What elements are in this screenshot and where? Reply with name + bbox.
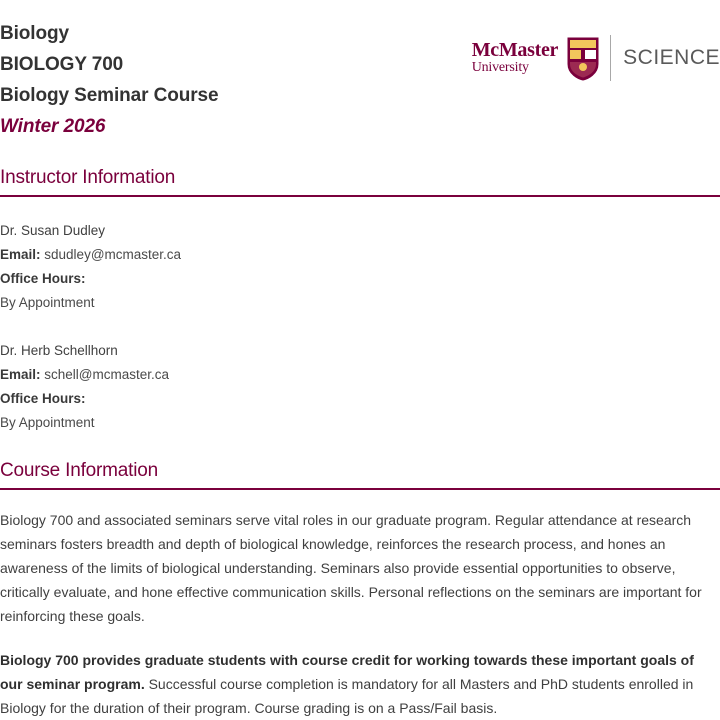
instructor-name: Dr. Herb Schellhorn xyxy=(0,343,118,358)
instructor-card-1 xyxy=(0,219,720,315)
mcmaster-university-logo xyxy=(472,36,600,80)
instructor-name: Dr. Susan Dudley xyxy=(0,223,106,238)
mcmaster-wordmark xyxy=(472,40,566,76)
instructor-email-row xyxy=(0,243,720,267)
section-instructor-information xyxy=(0,166,720,435)
course-overview-paragraph: Biology 700 and associated seminars serve vital roles in our graduate program. Regular attendance at research seminars fosters breadth and depth of biological knowledge, reinforces the research process, and hones an awareness of the limits of biological understanding. Seminars also provide essential opportunities to observe, critically evaluate, and hone effective communication skills. Personal reflections on the seminars are important for reinforcing these goals. xyxy=(0,512,702,624)
logo-divider xyxy=(610,35,611,81)
instructor-email-row xyxy=(0,363,720,387)
instructor-office-hours-value: By Appointment xyxy=(0,295,95,310)
instructor-email-value[interactable]: schell@mcmaster.ca xyxy=(44,367,170,382)
course-term: Winter 2026 xyxy=(0,116,106,137)
faculty-name: SCIENCE xyxy=(623,46,720,69)
logo-university-text: University xyxy=(471,60,529,75)
instructor-email-value[interactable]: sdudley@mcmaster.ca xyxy=(44,247,182,262)
section-title-course-information: Course Information xyxy=(0,459,720,490)
instructor-office-hours-label: Office Hours: xyxy=(0,391,86,406)
course-credit-tail: Successful course completion is mandatory for all Masters and PhD students enrolled in Biology for the duration of their program. Course grading is on a Pass/Fail basis. xyxy=(0,676,694,716)
instructor-email-label: Email: xyxy=(0,247,41,262)
course-code: BIOLOGY 700 xyxy=(0,54,124,75)
section-course-information xyxy=(0,459,720,720)
instructor-email-label: Email: xyxy=(0,367,41,382)
course-name: Biology Seminar Course xyxy=(0,85,219,106)
instructor-spacer xyxy=(0,315,720,339)
logo-mcmaster-text: McMaster xyxy=(471,39,559,61)
instructor-card-2 xyxy=(0,339,720,435)
instructor-office-hours-label: Office Hours: xyxy=(0,271,86,286)
mcmaster-science-logo xyxy=(472,28,720,88)
instructor-office-hours-value: By Appointment xyxy=(0,415,95,430)
department-name: Biology xyxy=(0,23,69,44)
section-title-instructor-information: Instructor Information xyxy=(0,166,720,197)
course-credit-highlight: Biology 700 provides graduate students with course credit for working towards these important goals of our seminar program. xyxy=(0,652,694,692)
page-header xyxy=(0,18,720,142)
course-credit-paragraph xyxy=(0,648,720,720)
mcmaster-crest-icon xyxy=(566,36,600,80)
